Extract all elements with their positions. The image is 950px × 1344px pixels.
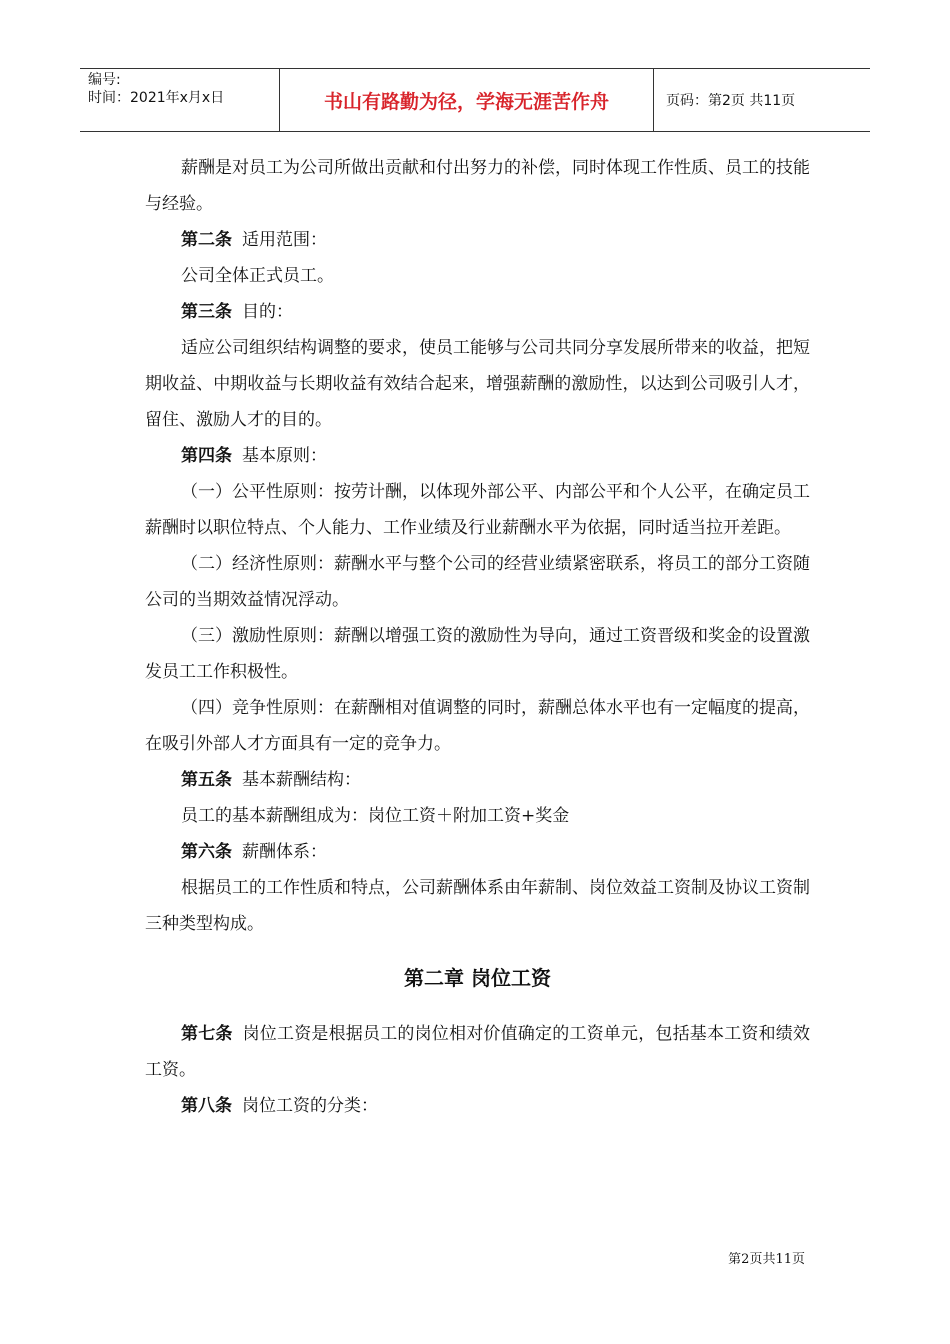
article-number: 第五条: [181, 770, 232, 790]
article-text: 薪酬体系：: [242, 842, 327, 862]
page-footer: 第2页共11页: [728, 1252, 805, 1267]
article-number: 第六条: [181, 842, 232, 862]
paragraph-scope: 公司全体正式员工。: [181, 266, 334, 286]
document-body: [145, 150, 810, 1124]
article-3-heading: [145, 294, 810, 330]
paragraph-incentive-principle: （三）激励性原则：薪酬以增强工资的激励性为导向，通过工资晋级和奖金的设置激发员工工作积极性。: [145, 626, 810, 682]
article-number: 第二条: [181, 230, 232, 250]
document-number-label: 编号:: [88, 72, 121, 88]
article-5-heading: [145, 762, 810, 798]
article-4-heading: [145, 438, 810, 474]
article-number: 第四条: [181, 446, 232, 466]
paragraph-salary-system: 根据员工的工作性质和特点，公司薪酬体系由年薪制、岗位效益工资制及协议工资制三种类型构成。: [145, 878, 810, 934]
paragraph-salary-structure: 员工的基本薪酬组成为：岗位工资＋附加工资+奖金: [181, 806, 570, 826]
article-text: 岗位工资的分类：: [242, 1096, 378, 1116]
paragraph-competitive-principle: （四）竞争性原则：在薪酬相对值调整的同时，薪酬总体水平也有一定幅度的提高，在吸引外部人才方面具有一定的竞争力。: [145, 698, 810, 754]
article-7: [145, 1016, 810, 1088]
header-motto: 书山有路勤为径，学海无涯苦作舟: [280, 69, 654, 131]
header-meta: [80, 69, 280, 131]
article-2-heading: [145, 222, 810, 258]
paragraph-purpose: 适应公司组织结构调整的要求，使员工能够与公司共同分享发展所带来的收益，把短期收益、中期收益与长期收益有效结合起来，增强薪酬的激励性，以达到公司吸引人才，留住、激励人才的目的。: [145, 338, 810, 430]
article-text: 目的：: [242, 302, 293, 322]
page-header: [80, 68, 870, 132]
article-8: [145, 1088, 810, 1124]
article-text: 适用范围：: [242, 230, 327, 250]
article-number: 第七条: [181, 1024, 233, 1044]
article-6-heading: [145, 834, 810, 870]
article-number: 第三条: [181, 302, 232, 322]
article-text: 基本薪酬结构：: [242, 770, 361, 790]
paragraph-economic-principle: （二）经济性原则：薪酬水平与整个公司的经营业绩紧密联系，将员工的部分工资随公司的当期效益情况浮动。: [145, 554, 810, 610]
paragraph-fairness-principle: （一）公平性原则：按劳计酬，以体现外部公平、内部公平和个人公平，在确定员工薪酬时以职位特点、个人能力、工作业绩及行业薪酬水平为依据，同时适当拉开差距。: [145, 482, 810, 538]
document-date: 时间：2021年x月x日: [88, 90, 225, 106]
article-text: 岗位工资是根据员工的岗位相对价值确定的工资单元，包括基本工资和绩效工资。: [145, 1024, 811, 1080]
chapter-title: 第二章 岗位工资: [404, 966, 551, 990]
paragraph-compensation-definition: 薪酬是对员工为公司所做出贡献和付出努力的补偿，同时体现工作性质、员工的技能与经验。: [145, 158, 810, 214]
article-number: 第八条: [181, 1096, 232, 1116]
header-page-number: 页码：第2页 共11页: [666, 93, 796, 109]
article-text: 基本原则：: [242, 446, 327, 466]
